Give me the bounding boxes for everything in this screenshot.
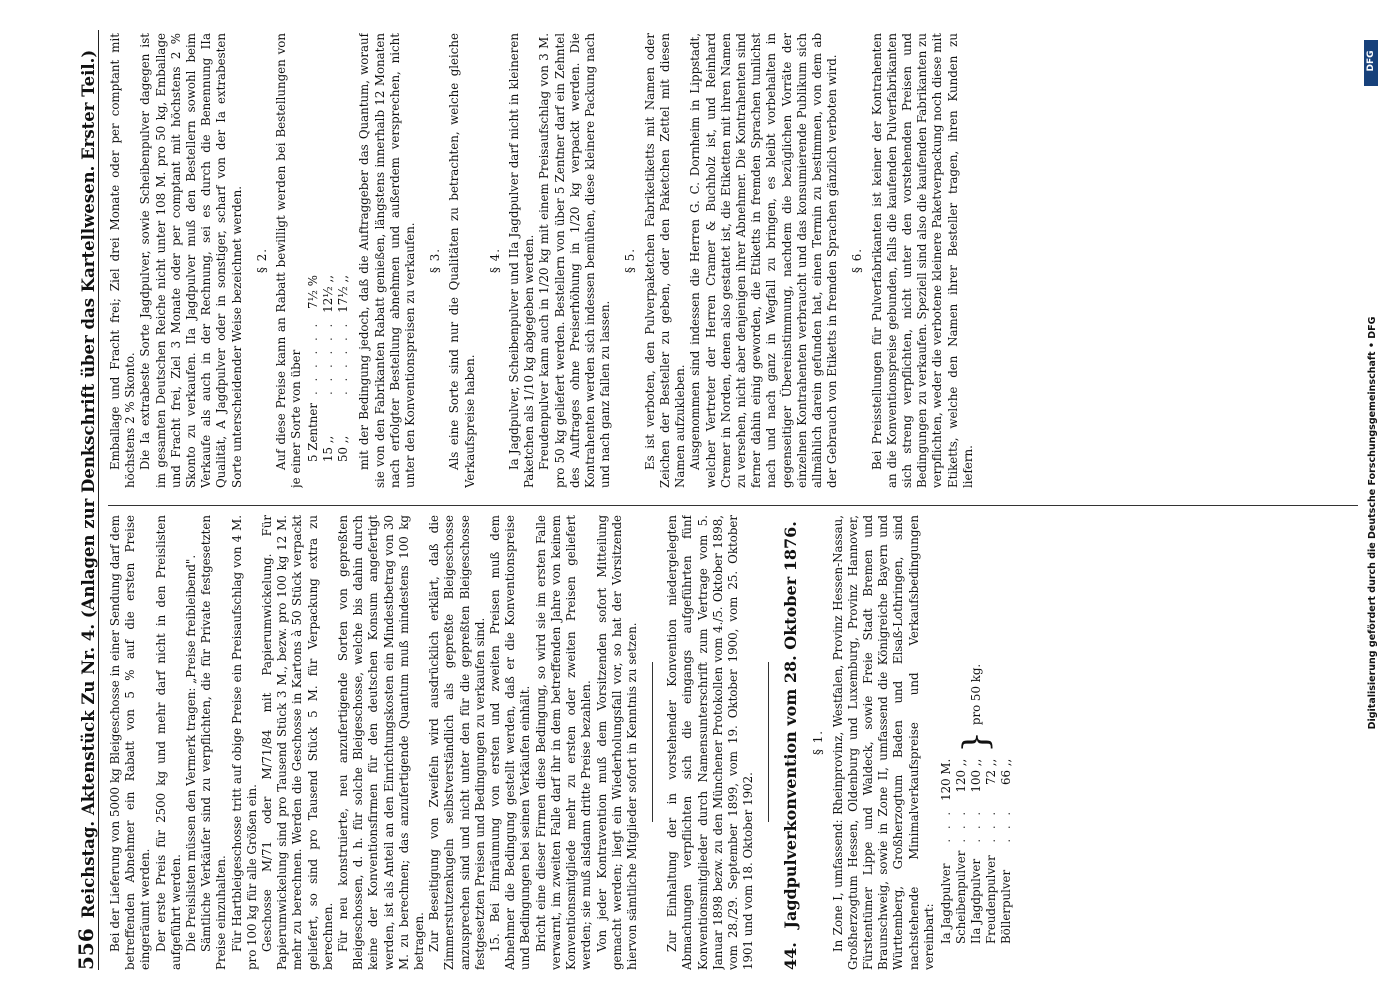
paragraph: Zur Einhaltung der in vorstehender Konvention niedergelegten Abmachungen verpflichten sich die eingangs aufgeführten fünf Konventionsmitglieder durch Namensunterschrift zum Vertrage vom 5. Januar 1898 bezw. zu den Münchener Protokollen vom 4./5. Oktober 1898, vom 28./29. September 1899, vom 19. Oktober 1900, vom 25. Oktober 1901 und vom 18. Oktober 1902. bbox=[665, 515, 756, 970]
rebate-rate: 17½ ,, bbox=[336, 275, 351, 313]
product-name: IIa Jagdpulver bbox=[968, 858, 983, 944]
price-row: Freudenpulver . . . 72 ,, bbox=[984, 660, 999, 948]
price-row: IIa Jagdpulver . . . 100 ,, bbox=[969, 660, 984, 948]
column-divider bbox=[108, 505, 1358, 506]
product-name: Scheibenpulver bbox=[953, 850, 968, 944]
price-amount: 66 ,, bbox=[998, 758, 1013, 786]
left-column bbox=[108, 515, 1358, 970]
paragraph: Für neu konstruierte, neu anzufertigende Sorten von gepreßten Bleigeschossen, d. h. für solche Bleigeschosse, welche bis dahin durch keine der Konventionsfirmen für den deutschen Konsum angefertigt werden, ist als Anteil an den Einrichtungskosten ein Mindestbetrag von 30 M. zu berechnen; das anzufertigende Quantum muß mindestens 100 kg betragen. bbox=[336, 515, 427, 970]
paragraph-sign: § 2. bbox=[254, 248, 269, 273]
product-name: Böllerpulver bbox=[998, 869, 1013, 944]
rebate-rate: 7½ % bbox=[306, 275, 321, 309]
price-amount: 100 ,, bbox=[968, 758, 983, 793]
dfg-badge: DFG bbox=[1366, 50, 1376, 72]
paragraph: 15. Bei Einräumung von ersten und zweiten Preisen muß dem Abnehmer die Bedingung gestellt werden, daß er die Konventionspreise und Bedingungen bei seinen Verkäufen einhält. bbox=[488, 515, 533, 970]
price-amount: 120 M. bbox=[938, 758, 953, 801]
page-header bbox=[58, 30, 99, 970]
rebate-quantity: 15 ,, bbox=[321, 435, 336, 462]
paragraph-sign: § 1. bbox=[811, 730, 826, 755]
price-amount: 120 ,, bbox=[953, 758, 968, 793]
rebate-row: 50 ,, . . . . . . 17½ ,, bbox=[336, 271, 351, 466]
paragraph: mit der Bedingung jedoch, daß die Auftraggeber das Quantum, worauf sie von den Fabrikanten Rabatt genießen, längstens innerhalb 12 Monaten nach erfolgter Bestellung abnehmen und außerdem versprechen, nicht unter den Konventionspreisen zu verkaufen. bbox=[357, 33, 418, 488]
page-number: 556 bbox=[74, 928, 98, 970]
paragraph: Die Preislisten müssen den Vermerk tragen: „Preise freibleibend". bbox=[184, 554, 199, 952]
price-amount: 72 ,, bbox=[983, 758, 998, 786]
rebate-quantity: 50 ,, bbox=[336, 435, 351, 462]
rebate-rate: 12½ ,, bbox=[321, 275, 336, 313]
rebate-row: 5 Zentner . . . . . . 7½ % bbox=[306, 271, 321, 466]
page-title: Reichstag. Aktenstück Zu Nr. 4. (Anlagen zur Denkschrift über das Kartellwesen. Erster Teil.) bbox=[79, 49, 98, 919]
paragraph: Ausgenommen sind indessen die Herren G. C. Dornheim in Lippstadt, welcher Vertreter der Herren Cramer & Buchholz ist, und Reinhard Cremer in Norden, denen also gestattet ist, die Etiketten mit ihren Namen zu versehen, nicht aber denjenigen ihrer Abnehmer. Die Kontrahenten sind ferner dahin einig geworden, die Etiketts in fremden Sprachen tunlichst nach und nach ganz in Wegfall zu bringen, es bleibt vorbehalten in gegenseitiger Übereinstimmung, nachdem die bezüglichen Vorräte der einzelnen Kontrahenten verbraucht und das konsumierende Publikum sich allmählich darein gefunden hat, einen Termin zu bestimmen, von dem ab der Gebrauch von Etiketts in fremden Sprachen gänzlich verboten wird. bbox=[688, 33, 840, 488]
paragraph: Freudenpulver kann auch in 1/20 kg mit einem Preisaufschlag von 3 M. pro 50 kg geliefert werden. Bestellern von über 5 Zentner darf ein Zehntel des Auftrages ohne Preiserhöhung in 1/20 kg verpackt werden. Die Kontrahenten werden sich indessen bemühen, diese kleinere Packung nach und nach ganz fallen zu lassen. bbox=[537, 33, 613, 488]
divider bbox=[768, 663, 769, 823]
price-row: Böllerpulver . . . 66 ,, bbox=[999, 660, 1014, 948]
paragraph: Sämtliche Verkäufer sind zu verpflichten, die für Private festgesetzten Preise einzuhalten. bbox=[199, 515, 229, 970]
paragraph: Bricht eine dieser Firmen diese Bedingung, so wird sie im ersten Falle verwarnt, im zweiten Falle darf ihr in dem betreffenden Jahre von keinem Konventionsmitgliede mehr zu ersten oder zweiten Preisen geliefert werden; sie muß alsdann dritte Preise bezahlen. bbox=[533, 515, 594, 970]
paragraph: Emballage und Fracht frei; Ziel drei Monate oder per comptant mit höchstens 2 % Skonto. bbox=[108, 33, 138, 488]
digitization-note: Digitalisierung gefördert durch die Deutsche Forschungsgemeinschaft • DFG bbox=[1367, 316, 1378, 730]
paragraph: Für Hartbleigeschosse tritt auf obige Preise ein Preisaufschlag von 4 M. pro 100 kg für alle Größen ein. bbox=[229, 515, 259, 970]
rebate-table bbox=[306, 271, 351, 466]
paragraph: Bei der Lieferung von 5000 kg Bleigeschosse in einer Sendung darf dem betreffenden Abnehmer ein Rabatt von 5 % auf die ersten Preise eingeräumt werden. bbox=[108, 515, 153, 970]
paragraph-sign: § 3. bbox=[428, 248, 443, 273]
brace: } bbox=[956, 731, 997, 753]
section-number: 44. bbox=[781, 942, 801, 970]
paragraph: In Zone I, umfassend: Rheinprovinz, Westfalen, Provinz Hessen-Nassau, Großherzogtum Hessen, Oldenburg und Luxemburg, Provinz Hannover, Fürstentümer Lippe und Waldeck, sowie Freie Stadt Bremen und Braunschweig, sowie in Zone II, umfassend die Königreiche Bayern und Württemberg, Großherzogtum Baden und Elsaß-Lothringen, sind nachstehende Minimalverkaufspreise und Verkaufsbedingungen vereinbart: bbox=[830, 515, 936, 970]
paragraph: Ia Jagdpulver, Scheibenpulver und IIa Jagdpulver darf nicht in kleineren Paketchen als 1/10 kg abgegeben werden. bbox=[507, 33, 537, 488]
rebate-row: 15 ,, . . . . . . 12½ ,, bbox=[321, 271, 336, 466]
sidebar bbox=[1364, 40, 1378, 960]
price-table bbox=[939, 660, 1014, 948]
divider bbox=[652, 663, 653, 823]
paragraph: Der erste Preis für 2500 kg und mehr darf nicht in den Preislisten aufgeführt werden. bbox=[153, 515, 183, 970]
product-name: Freudenpulver bbox=[983, 855, 998, 944]
product-name: Ia Jagdpulver bbox=[938, 863, 953, 944]
paragraph: Zur Beseitigung von Zweifeln wird ausdrücklich erklärt, daß die Zimmerstutzenkugeln selbstverständlich als gepreßte Bleigeschosse anzusprechen sind und nicht unter den für die gepreßten Bleigeschosse festgesetzten Preisen und Bedingungen zu verkaufen sind. bbox=[427, 515, 487, 970]
section-title: Jagdpulverkonvention vom 28. Oktober 1876. bbox=[781, 521, 801, 929]
paragraph-sign: § 4. bbox=[487, 248, 502, 273]
price-row: Ia Jagdpulver . . . 120 M. } pro 50 kg. bbox=[939, 660, 954, 948]
paragraph: Es ist verboten, den Pulverpaketchen Fabriketiketts mit Namen oder Zeichen der Besteller zu geben, oder den Paketchen Zettel mit diesen Namen aufzukleben. bbox=[642, 33, 688, 488]
paragraph: Geschosse M/71 oder M/71/84 mit Papierumwickelung. Für Papierumwickelung sind pro Tausend Stück 3 M., bezw. pro 100 kg 12 M. mehr zu berechnen. Werden die Geschosse in Kartons à 50 Stück verpackt geliefert, so sind pro Tausend Stück 5 M. für Verpackung extra zu berechnen. bbox=[260, 515, 335, 970]
paragraph: Die Ia extrabeste Sorte Jagdpulver, sowie Scheibenpulver dagegen ist im gesamten Deutschen Reiche nicht unter 108 M. pro 50 kg, Emballage und Fracht frei, Ziel 3 Monate oder per comptant mit höchstens 2 % Skonto zu verkaufen. IIa Jagdpulver muß den Bestellern sowohl beim Verkaufe als auch in der Rechnung, sei es durch die Benennung IIa Qualität, A Jagdpulver oder in sonstiger, scharf von der Ia extrabesten Sorte unterscheidender Weise bezeichnet werden. bbox=[138, 33, 244, 488]
paragraph: Auf diese Preise kann an Rabatt bewilligt werden bei Bestellungen von je einer Sorte von über bbox=[274, 33, 304, 488]
price-row: Scheibenpulver . . . 120 ,, bbox=[954, 660, 969, 948]
paragraph: Von jeder Kontravention muß dem Vorsitzenden sofort Mitteilung gemacht werden; liegt ein Wiederholungsfall vor, so hat der Vorsitzende hiervon sämtliche Mitglieder sofort in Kenntnis zu setzen. bbox=[594, 515, 639, 970]
rebate-quantity: 5 Zentner bbox=[306, 403, 321, 462]
paragraph: Bei Preisstellungen für Pulverfabrikanten ist keiner der Kontrahenten an die Konventionspreise gebunden, falls die kaufenden Pulverfabrikanten sich streng verpflichten, nicht unter den vorstehenden Preisen und Bedingungen zu verkaufen. Speziell sind also die kaufenden Fabrikanten zu verpflichten, weder die verbotene kleinere Paketverpackung noch diese mit Etiketts, welche den Namen ihrer Besteller tragen, ihren Kunden zu liefern. bbox=[869, 33, 975, 488]
section-heading bbox=[781, 515, 801, 970]
paragraph-sign: § 6. bbox=[850, 248, 865, 273]
paragraph: Als eine Sorte sind nur die Qualitäten zu betrachten, welche gleiche Verkaufspreise haben. bbox=[447, 33, 477, 488]
price-unit: pro 50 kg. bbox=[968, 663, 983, 726]
right-column bbox=[108, 33, 1358, 488]
paragraph-sign: § 5. bbox=[623, 248, 638, 273]
